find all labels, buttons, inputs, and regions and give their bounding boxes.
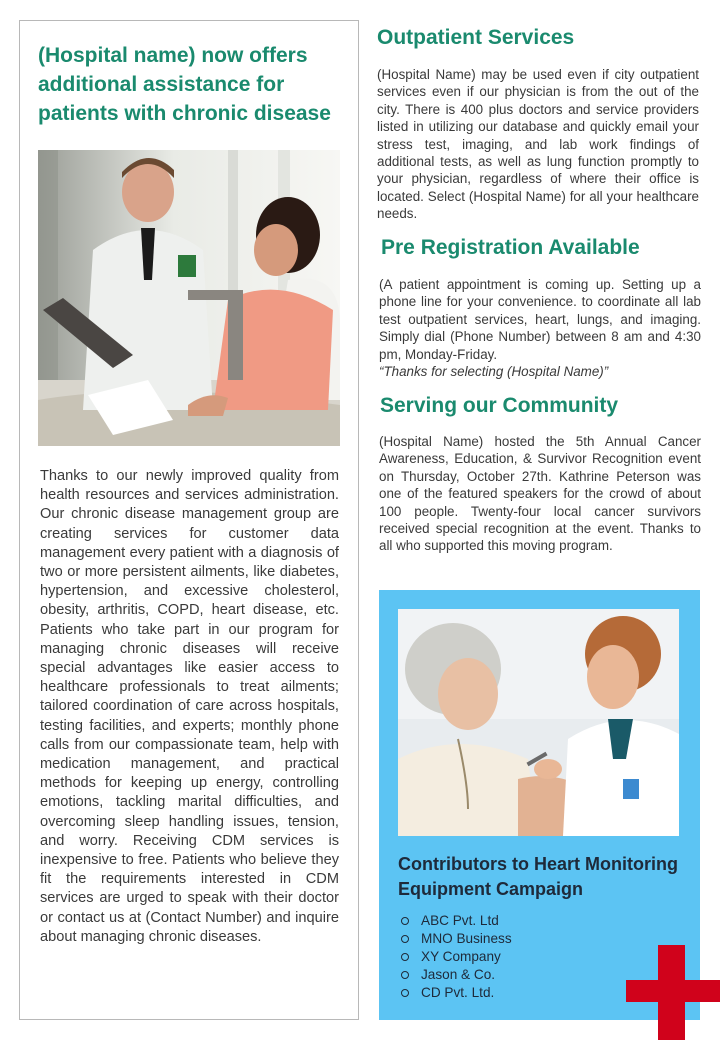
circle-bullet-icon [401, 953, 409, 961]
community-body: (Hospital Name) hosted the 5th Annual Cancer Awareness, Education, & Survivor Recognition event on Thursday, October 27th. Kathrine Peterson was one of the featured speakers for the crowd of about 100 people. Twenty-four local cancer survivors received special recognition at the event. Thanks to all who supported this moving program. [379, 434, 701, 554]
contributors-list [401, 912, 512, 1002]
outpatient-heading: Outpatient Services [377, 26, 575, 49]
red-cross-icon-bar [626, 980, 720, 1002]
circle-bullet-icon [401, 917, 409, 925]
list-item: ABC Pvt. Ltd [401, 912, 512, 930]
list-item: CD Pvt. Ltd. [401, 984, 512, 1002]
left-article-title: (Hospital name) now offers additional assistance for patients with chronic disease [38, 44, 331, 125]
left-article-box [19, 20, 359, 1020]
list-item: Jason & Co. [401, 966, 512, 984]
list-item: MNO Business [401, 930, 512, 948]
preregistration-body [379, 276, 701, 380]
outpatient-body: (Hospital Name) may be used even if city outpatient services even if our physician is from the out of the city. There is 400 plus doctors and service providers listed in utilizing our database and quickly email your stress test, imaging, and lab work findings of additional tests, as well as lung function promptly to your physician, regardless of where their office is located. Select (Hospital Name) for all your healthcare needs. [377, 67, 699, 222]
left-article-body: Thanks to our newly improved quality from health resources and services administration. Our chronic disease management group are creating services for customer data management every patient with a diagnosis of two or more persistent ailments, like diabetes, hypertension, and excessive cholesterol, obesity, arthritis, COPD, heart disease, etc. Patients who take part in our program for managing chronic diseases will receive special advantages like easier access to healthcare professionals to treat ailments; tailored coordination of care across hospitals, testing facilities, and experts; monthly phone calls from our compassionate team, help with medication management, and practical methods for keeping up energy, controlling emotions, tackling marital difficulties, and overcoming sleep handling issues, tension, and worry. Receiving CDM services is inexpensive to free. Patients who believe they fit the requirements interested in CDM services are urged to speak with their doctor or contact us at (Contact Number) and inquire about managing chronic diseases. [40, 468, 339, 945]
circle-bullet-icon [401, 971, 409, 979]
circle-bullet-icon [401, 935, 409, 943]
preregistration-quote: “Thanks for selecting (Hospital Name)” [379, 364, 609, 380]
contributors-title: Contributors to Heart Monitoring Equipment Campaign [398, 854, 678, 899]
nurse-vaccination-photo [398, 609, 679, 836]
contributors-panel [379, 590, 700, 1020]
preregistration-text: (A patient appointment is coming up. Setting up a phone line for your convenience. to coordinate all lab test outpatient services, heart, lungs, and imaging. Simply dial (Phone Number) between 8 am and 4:30 pm, Monday-Friday. [379, 277, 701, 362]
preregistration-heading: Pre Registration Available [381, 236, 640, 259]
circle-bullet-icon [401, 989, 409, 997]
doctor-patient-photo [38, 150, 340, 446]
list-item: XY Company [401, 948, 512, 966]
community-heading: Serving our Community [380, 394, 619, 417]
